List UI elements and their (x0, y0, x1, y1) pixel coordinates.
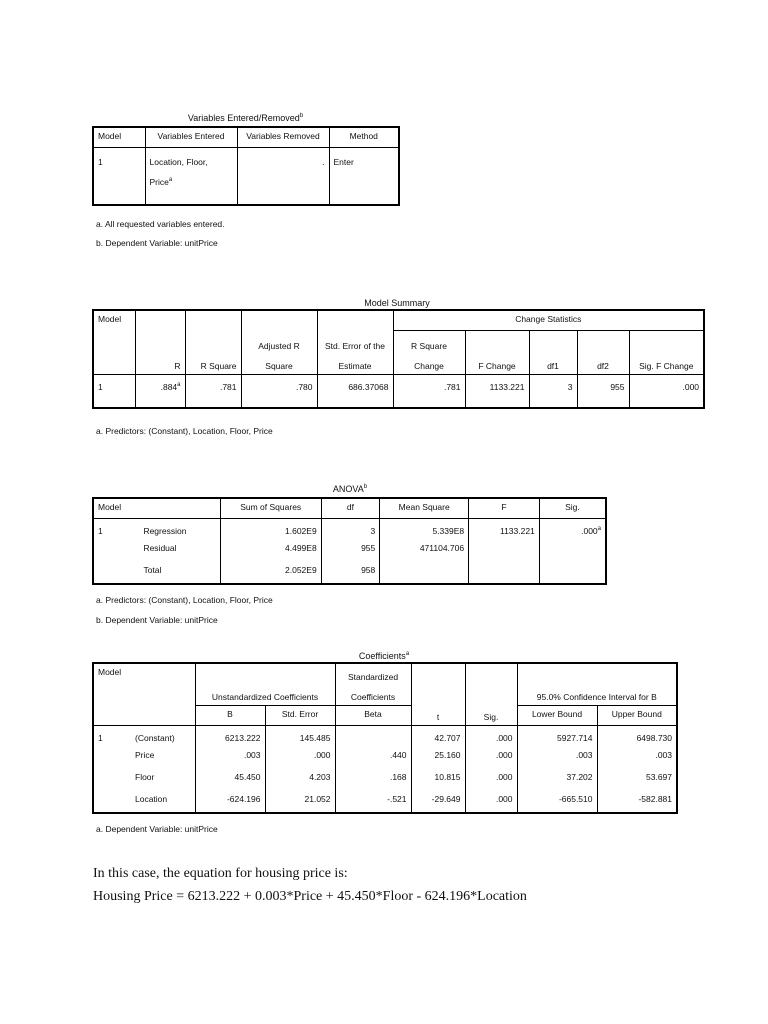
row-label-location: Location (131, 791, 195, 813)
header-std-error: Std. Error (265, 705, 335, 725)
equation-intro: In this case, the equation for housing price is: (93, 866, 348, 881)
ub-floor: 53.697 (597, 769, 677, 791)
f-change-cell: 1133.221 (465, 374, 529, 408)
sig-total (539, 562, 606, 584)
t-constant: 42.707 (411, 725, 465, 747)
header-adjusted-r-square: Adjusted R Square (241, 310, 317, 374)
sig-regression: .000$^a$ (539, 518, 606, 540)
std-error-cell: 686.37068 (317, 374, 393, 408)
anova-title: ANOVA$^b$ (332, 484, 368, 494)
header-beta: Beta (335, 705, 411, 725)
header-variables-entered: Variables Entered (145, 127, 237, 147)
b-constant: 6213.222 (195, 725, 265, 747)
header-f: F (469, 498, 540, 518)
row-label-regression: Regression (139, 518, 220, 540)
ss-regression: 1.602E9 (220, 518, 321, 540)
header-change-statistics: Change Statistics (393, 310, 704, 330)
header-df1: df1 (529, 330, 577, 374)
header-model: Model (93, 127, 145, 147)
header-method: Method (329, 127, 399, 147)
r-square-cell: .781 (185, 374, 241, 408)
note-t3-a: a. Predictors: (Constant), Location, Floor, Price (96, 595, 273, 605)
coefficients-title: Coefficients$^a$ (358, 651, 410, 661)
ms-total (380, 562, 469, 584)
t-floor: 10.815 (411, 769, 465, 791)
header-model: Model (93, 663, 195, 725)
header-r: R (135, 310, 185, 374)
lb-constant: 5927.714 (517, 725, 597, 747)
df2-cell: 955 (577, 374, 629, 408)
ss-residual: 4.499E8 (220, 540, 321, 562)
beta-constant (335, 725, 411, 747)
header-sig-f-change: Sig. F Change (629, 330, 704, 374)
model-summary-table (92, 309, 705, 409)
note-t3-b: b. Dependent Variable: unitPrice (96, 615, 218, 625)
se-constant: 145.485 (265, 725, 335, 747)
lb-location: -665.510 (517, 791, 597, 813)
header-mean-square: Mean Square (380, 498, 469, 518)
sig-price: .000 (465, 747, 517, 769)
t-price: 25.160 (411, 747, 465, 769)
f-regression: 1133.221 (469, 518, 540, 540)
header-model: Model (93, 310, 135, 374)
df-residual: 955 (321, 540, 380, 562)
header-df2: df2 (577, 330, 629, 374)
header-unstandardized: Unstandardized Coefficients (195, 663, 335, 705)
model-cell: 1 (93, 374, 135, 408)
sig-constant: .000 (465, 725, 517, 747)
header-df: df (321, 498, 380, 518)
row-label-total: Total (139, 562, 220, 584)
df-regression: 3 (321, 518, 380, 540)
model-cell: 1 (93, 725, 131, 813)
r-cell: .884$^a$ (135, 374, 185, 408)
header-sig: Sig. (465, 663, 517, 725)
sig-floor: .000 (465, 769, 517, 791)
r-square-change-cell: .781 (393, 374, 465, 408)
ub-location: -582.881 (597, 791, 677, 813)
removed-cell: . (237, 147, 329, 205)
f-residual (469, 540, 540, 562)
header-sig: Sig. (539, 498, 606, 518)
entered-cell: Location, Floor, Price$^a$ (145, 147, 237, 205)
ub-constant: 6498.730 (597, 725, 677, 747)
header-variables-removed: Variables Removed (237, 127, 329, 147)
equation: Housing Price = 6213.222 + 0.003*Price + 45.450*Floor - 624.196*Location (93, 889, 527, 904)
sig-residual (539, 540, 606, 562)
header-standardized: Standardized Coefficients (335, 663, 411, 705)
row-label-floor: Floor (131, 769, 195, 791)
df1-cell: 3 (529, 374, 577, 408)
header-t: t (411, 663, 465, 725)
sig-location: .000 (465, 791, 517, 813)
header-std-error: Std. Error of the Estimate (317, 310, 393, 374)
sig-f-change-cell: .000 (629, 374, 704, 408)
ss-total: 2.052E9 (220, 562, 321, 584)
df-total: 958 (321, 562, 380, 584)
se-floor: 4.203 (265, 769, 335, 791)
ms-residual: 471104.706 (380, 540, 469, 562)
lb-price: .003 (517, 747, 597, 769)
ub-price: .003 (597, 747, 677, 769)
header-r-square-change: R Square Change (393, 330, 465, 374)
method-cell: Enter (329, 147, 399, 205)
ms-regression: 5.339E8 (380, 518, 469, 540)
header-lower-bound: Lower Bound (517, 705, 597, 725)
row-label-constant: (Constant) (131, 725, 195, 747)
anova-table (92, 497, 607, 585)
header-sum-of-squares: Sum of Squares (220, 498, 321, 518)
beta-price: .440 (335, 747, 411, 769)
model-cell: 1 (93, 518, 139, 584)
header-confidence-interval: 95.0% Confidence Interval for B (517, 663, 677, 705)
model-cell: 1 (93, 147, 145, 205)
header-f-change: F Change (465, 330, 529, 374)
header-b: B (195, 705, 265, 725)
beta-floor: .168 (335, 769, 411, 791)
header-r-square: R Square (185, 310, 241, 374)
se-location: 21.052 (265, 791, 335, 813)
variables-entered-title: Variables Entered/Removed$^b$ (187, 113, 304, 123)
lb-floor: 37.202 (517, 769, 597, 791)
model-summary-title: Model Summary (364, 298, 430, 308)
adjusted-r-square-cell: .780 (241, 374, 317, 408)
row-label-price: Price (131, 747, 195, 769)
note-t2-a: a. Predictors: (Constant), Location, Floor, Price (96, 426, 273, 436)
variables-entered-table (92, 126, 400, 206)
note-t1-b: b. Dependent Variable: unitPrice (96, 238, 218, 248)
b-price: .003 (195, 747, 265, 769)
note-t1-a: a. All requested variables entered. (96, 219, 225, 229)
b-floor: 45.450 (195, 769, 265, 791)
header-upper-bound: Upper Bound (597, 705, 677, 725)
row-label-residual: Residual (139, 540, 220, 562)
b-location: -624.196 (195, 791, 265, 813)
note-t4-a: a. Dependent Variable: unitPrice (96, 824, 218, 834)
beta-location: -.521 (335, 791, 411, 813)
se-price: .000 (265, 747, 335, 769)
t-location: -29.649 (411, 791, 465, 813)
f-total (469, 562, 540, 584)
header-model: Model (93, 498, 220, 518)
coefficients-table (92, 662, 678, 814)
